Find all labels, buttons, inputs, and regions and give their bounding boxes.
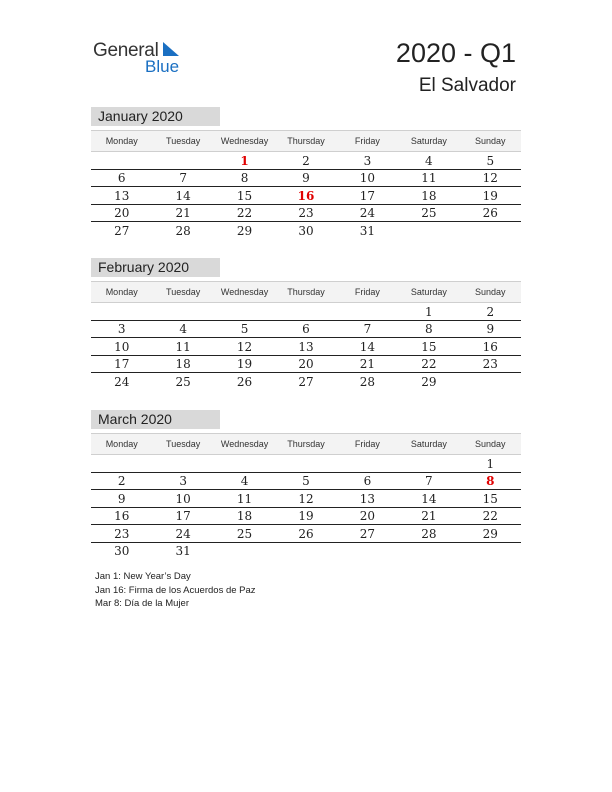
holiday-note: Jan 1: New Year’s Day bbox=[95, 571, 191, 582]
day-cell: 10 bbox=[175, 491, 191, 506]
weekday-label: Saturday bbox=[410, 439, 447, 449]
day-cell: 11 bbox=[421, 171, 437, 185]
day-cell: 14 bbox=[359, 339, 376, 354]
day-cell: 29 bbox=[236, 223, 253, 238]
day-cell: 23 bbox=[482, 357, 498, 371]
day-cell: 15 bbox=[482, 491, 498, 506]
weekday-header bbox=[91, 433, 521, 455]
day-cell: 30 bbox=[114, 544, 130, 558]
day-cell: 27 bbox=[298, 374, 314, 389]
day-cell: 23 bbox=[114, 526, 130, 541]
month-calendar bbox=[91, 410, 521, 559]
week-row bbox=[91, 303, 521, 321]
weekday-label: Monday bbox=[105, 136, 138, 146]
page-title: 2020 - Q1 bbox=[395, 38, 516, 68]
day-cell: 13 bbox=[114, 188, 130, 203]
day-cell: 17 bbox=[359, 188, 376, 203]
day-cell: 16 bbox=[114, 509, 130, 523]
day-cell: 8 bbox=[425, 322, 433, 336]
day-cell: 7 bbox=[425, 474, 433, 488]
day-cell: 15 bbox=[421, 339, 437, 354]
holiday-notes bbox=[95, 570, 256, 611]
week-row bbox=[91, 152, 521, 170]
day-cell: 4 bbox=[240, 474, 249, 488]
day-cell: 22 bbox=[236, 206, 253, 220]
month-label: February 2020 bbox=[91, 258, 220, 277]
day-cell: 16 bbox=[482, 339, 498, 354]
weekday-label: Friday bbox=[354, 287, 380, 297]
day-cell: 4 bbox=[179, 322, 187, 336]
week-row bbox=[91, 455, 521, 473]
week-row bbox=[91, 373, 521, 390]
day-cell: 20 bbox=[359, 509, 376, 523]
day-cell: 24 bbox=[175, 526, 191, 541]
logo-triangle-icon bbox=[163, 42, 179, 56]
day-cell: 4 bbox=[425, 153, 433, 168]
day-cell: 7 bbox=[179, 171, 187, 185]
day-cell: 1 bbox=[486, 456, 495, 471]
day-cell: 13 bbox=[298, 339, 314, 354]
weekday-label: Monday bbox=[105, 287, 138, 297]
week-row bbox=[91, 356, 521, 374]
week-row bbox=[91, 473, 521, 491]
day-cell: 21 bbox=[175, 206, 191, 220]
day-cell: 6 bbox=[117, 171, 126, 185]
day-cell: 10 bbox=[114, 339, 130, 354]
day-cell: 30 bbox=[298, 223, 314, 238]
month-label: January 2020 bbox=[91, 107, 220, 126]
day-cell: 29 bbox=[482, 526, 498, 541]
week-row bbox=[91, 321, 521, 339]
week-row bbox=[91, 222, 521, 239]
day-cell: 12 bbox=[482, 171, 498, 185]
day-cell: 14 bbox=[421, 491, 437, 506]
day-cell: 11 bbox=[236, 491, 253, 506]
holiday-day-cell: 8 bbox=[486, 474, 495, 488]
holiday-day-cell: 16 bbox=[297, 188, 315, 203]
logo-general-text: General bbox=[93, 40, 159, 61]
logo bbox=[93, 40, 193, 80]
day-cell: 28 bbox=[175, 223, 191, 238]
weekday-label: Friday bbox=[354, 136, 380, 146]
day-cell: 2 bbox=[302, 153, 310, 168]
day-cell: 2 bbox=[486, 304, 495, 319]
day-cell: 25 bbox=[421, 206, 437, 220]
day-cell: 28 bbox=[359, 374, 376, 389]
weekday-label: Thursday bbox=[287, 136, 325, 146]
weekday-label: Wednesday bbox=[220, 287, 269, 297]
week-row bbox=[91, 338, 521, 356]
day-cell: 28 bbox=[421, 526, 437, 541]
day-cell: 19 bbox=[298, 509, 314, 523]
holiday-day-cell: 1 bbox=[240, 153, 249, 168]
day-cell: 18 bbox=[175, 357, 191, 371]
weekday-label: Tuesday bbox=[166, 439, 201, 449]
weekday-label: Sunday bbox=[475, 136, 506, 146]
weekday-header bbox=[91, 130, 521, 152]
month-label: March 2020 bbox=[91, 410, 220, 429]
day-cell: 3 bbox=[363, 153, 372, 168]
holiday-note: Jan 16: Firma de los Acuerdos de Paz bbox=[95, 584, 256, 596]
day-cell: 31 bbox=[359, 223, 376, 238]
day-cell: 19 bbox=[236, 357, 253, 371]
weekday-label: Friday bbox=[354, 439, 380, 449]
day-cell: 26 bbox=[298, 526, 314, 541]
day-cell: 26 bbox=[482, 206, 498, 220]
day-cell: 26 bbox=[236, 374, 253, 389]
day-cell: 27 bbox=[359, 526, 376, 541]
week-row bbox=[91, 170, 521, 188]
weekday-label: Monday bbox=[105, 439, 138, 449]
day-cell: 9 bbox=[302, 171, 310, 185]
weekday-label: Sunday bbox=[475, 439, 506, 449]
holiday-note: Mar 8: Día de la Mujer bbox=[95, 598, 189, 609]
day-cell: 21 bbox=[421, 509, 437, 523]
weekday-label: Saturday bbox=[410, 136, 447, 146]
day-cell: 21 bbox=[359, 357, 376, 371]
day-cell: 12 bbox=[236, 339, 253, 354]
day-cell: 18 bbox=[236, 509, 253, 523]
day-cell: 10 bbox=[359, 171, 376, 185]
month-calendar bbox=[91, 258, 521, 390]
weekday-label: Tuesday bbox=[166, 136, 201, 146]
day-cell: 8 bbox=[240, 171, 249, 185]
day-cell: 15 bbox=[236, 188, 253, 203]
day-cell: 9 bbox=[117, 491, 126, 506]
day-cell: 24 bbox=[359, 206, 376, 220]
country-name: El Salvador bbox=[418, 75, 516, 96]
day-cell: 22 bbox=[482, 509, 498, 523]
day-cell: 17 bbox=[175, 509, 191, 523]
weekday-label: Tuesday bbox=[166, 287, 201, 297]
day-cell: 20 bbox=[114, 206, 130, 220]
week-row bbox=[91, 187, 521, 205]
weekday-header bbox=[91, 281, 521, 303]
day-cell: 5 bbox=[302, 474, 310, 488]
week-row bbox=[91, 508, 521, 526]
day-cell: 11 bbox=[175, 339, 191, 354]
day-cell: 12 bbox=[298, 491, 314, 506]
day-cell: 25 bbox=[175, 374, 191, 389]
weekday-label: Wednesday bbox=[220, 439, 269, 449]
day-cell: 25 bbox=[236, 526, 253, 541]
weekday-label: Wednesday bbox=[220, 136, 269, 146]
logo-blue-text: Blue bbox=[145, 57, 180, 76]
week-row bbox=[91, 543, 521, 560]
day-cell: 1 bbox=[425, 304, 433, 319]
week-row bbox=[91, 205, 521, 223]
day-cell: 18 bbox=[421, 188, 437, 203]
day-cell: 20 bbox=[298, 357, 314, 371]
day-cell: 9 bbox=[486, 322, 495, 336]
day-cell: 7 bbox=[363, 322, 372, 336]
day-cell: 3 bbox=[117, 322, 126, 336]
weekday-label: Thursday bbox=[287, 287, 325, 297]
day-cell: 14 bbox=[175, 188, 191, 203]
weekday-label: Saturday bbox=[410, 287, 447, 297]
month-calendar bbox=[91, 107, 521, 239]
day-cell: 2 bbox=[117, 474, 126, 488]
weekday-label: Thursday bbox=[287, 439, 325, 449]
day-cell: 29 bbox=[421, 374, 437, 389]
day-cell: 5 bbox=[240, 322, 249, 336]
day-cell: 13 bbox=[359, 491, 376, 506]
day-cell: 6 bbox=[302, 322, 310, 336]
week-row bbox=[91, 525, 521, 543]
day-cell: 24 bbox=[114, 374, 130, 389]
week-row bbox=[91, 490, 521, 508]
day-cell: 3 bbox=[179, 474, 187, 488]
weekday-label: Sunday bbox=[475, 287, 506, 297]
day-cell: 27 bbox=[114, 223, 130, 238]
day-cell: 23 bbox=[298, 206, 314, 220]
day-cell: 6 bbox=[363, 474, 372, 488]
day-cell: 22 bbox=[421, 357, 437, 371]
day-cell: 19 bbox=[482, 188, 498, 203]
day-cell: 5 bbox=[486, 153, 495, 168]
day-cell: 31 bbox=[175, 544, 191, 558]
day-cell: 17 bbox=[114, 357, 130, 371]
